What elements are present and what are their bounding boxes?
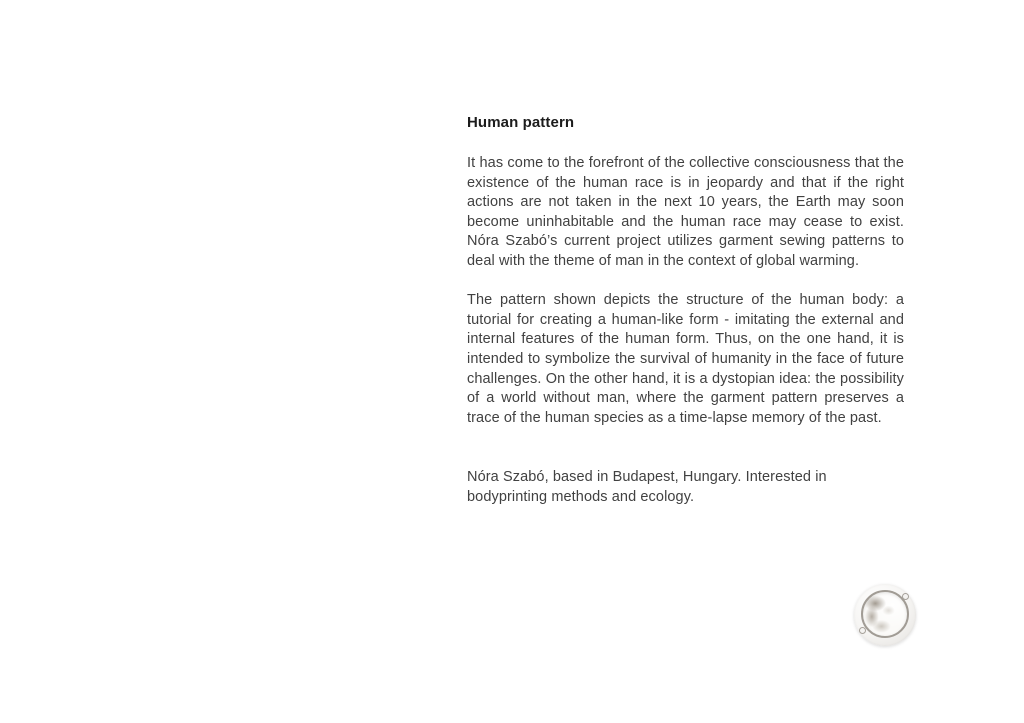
paragraph-project-description: It has come to the forefront of the collective consciousness that the existence of the human race is in jeopardy and that if the right actions are not taken in the next 10 years, the Earth may soon become uninhabitable and the human race may cease to exist. Nóra Szabó’s current project utilizes garment sewing patterns to deal with the theme of man in the context of global warming. bbox=[467, 155, 904, 269]
page-title: Human pattern bbox=[467, 114, 575, 131]
artist-bio: Nóra Szabó, based in Budapest, Hungary. Interested in bodyprinting methods and ecology. bbox=[467, 469, 827, 506]
earth-globe-icon bbox=[854, 584, 916, 646]
text-column bbox=[467, 114, 904, 507]
globe-nub-bottom-left bbox=[859, 627, 866, 634]
paragraph-pattern-meaning: The pattern shown depicts the structure of the human body: a tutorial for creating a human-like form - imitating the external and internal features of the human form. Thus, on the one hand, it is intended to symbolize the survival of humanity in the face of future challenges. On the other hand, it is a dystopian idea: the possibility of a world without man, where the garment pattern preserves a trace of the human species as a time-lapse memory of the past. bbox=[467, 292, 904, 426]
globe-nub-top-right bbox=[902, 593, 909, 600]
